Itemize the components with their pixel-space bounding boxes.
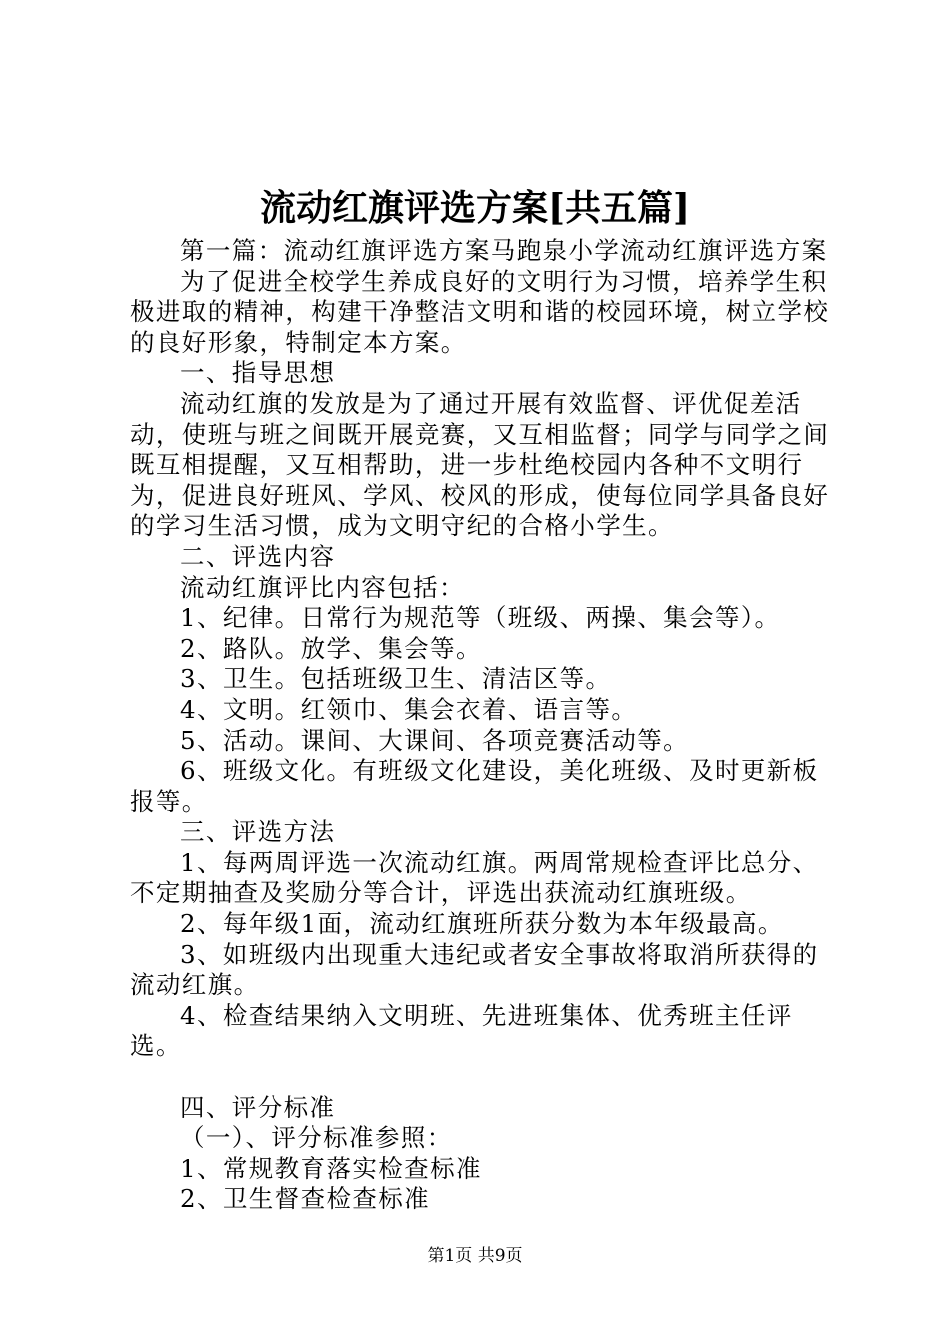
- list-item-hygiene: 3、卫生。包括班级卫生、清洁区等。: [180, 664, 612, 694]
- list-item-method-4: 4、检查结果纳入文明班、先进班集体、优秀班主任评选。: [130, 1000, 793, 1061]
- list-item-civility: 4、文明。红领巾、集会衣着、语言等。: [180, 694, 638, 724]
- list-item-activities: 5、活动。课间、大课间、各项竞赛活动等。: [180, 725, 690, 755]
- list-item-discipline: 1、纪律。日常行为规范等（班级、两操、集会等）。: [180, 603, 781, 633]
- paragraph-part-one-heading: 第一篇：流动红旗评选方案马跑泉小学流动红旗评选方案: [180, 236, 828, 265]
- section-heading-scoring-standard: 四、评分标准: [180, 1092, 336, 1122]
- list-item-road-team: 2、路队。放学、集会等。: [180, 633, 482, 663]
- section-heading-selection-method: 三、评选方法: [180, 817, 336, 847]
- list-item-standard-2: 2、卫生督查检查标准: [180, 1184, 431, 1214]
- list-item-method-3: 3、如班级内出现重大违纪或者安全事故将取消所获得的流动红旗。: [130, 939, 819, 1000]
- paragraph-guiding-thought: 流动红旗的发放是为了通过开展有效监督、评优促差活动，使班与班之间既开展竞赛，又互相监督；同学与同学之间既互相提醒，又互相帮助，进一步杜绝校园内各种不文明行为，促进良好班风、学风、校风的形成，使每位同学具备良好的学习生活习惯，成为文明守纪的合格小学生。: [130, 388, 830, 541]
- document-body: [130, 236, 836, 1215]
- section-heading-selection-content: 二、评选内容: [180, 541, 336, 571]
- paragraph-intro: 为了促进全校学生养成良好的文明行为习惯，培养学生积极进取的精神，构建干净整洁文明和谐的校园环境，树立学校的良好形象，特制定本方案。: [130, 266, 830, 357]
- subheading-scoring-reference: （一）、评分标准参照：: [180, 1123, 453, 1153]
- section-heading-guiding-thought: 一、指导思想: [180, 358, 336, 388]
- list-item-standard-1: 1、常规教育落实检查标准: [180, 1153, 482, 1183]
- list-item-method-1: 1、每两周评选一次流动红旗。两周常规检查评比总分、不定期抽查及奖励分等合计，评选出获流动红旗班级。: [130, 847, 819, 908]
- list-item-class-culture: 6、班级文化。有班级文化建设，美化班级、及时更新板报等。: [130, 756, 819, 816]
- document-title: 流动红旗评选方案[共五篇]: [259, 187, 691, 229]
- list-item-method-2: 2、每年级1面，流动红旗班所获分数为本年级最高。: [180, 909, 784, 939]
- paragraph-content-intro: 流动红旗评比内容包括：: [180, 572, 465, 602]
- page-number-footer: 第1页 共9页: [427, 1246, 523, 1266]
